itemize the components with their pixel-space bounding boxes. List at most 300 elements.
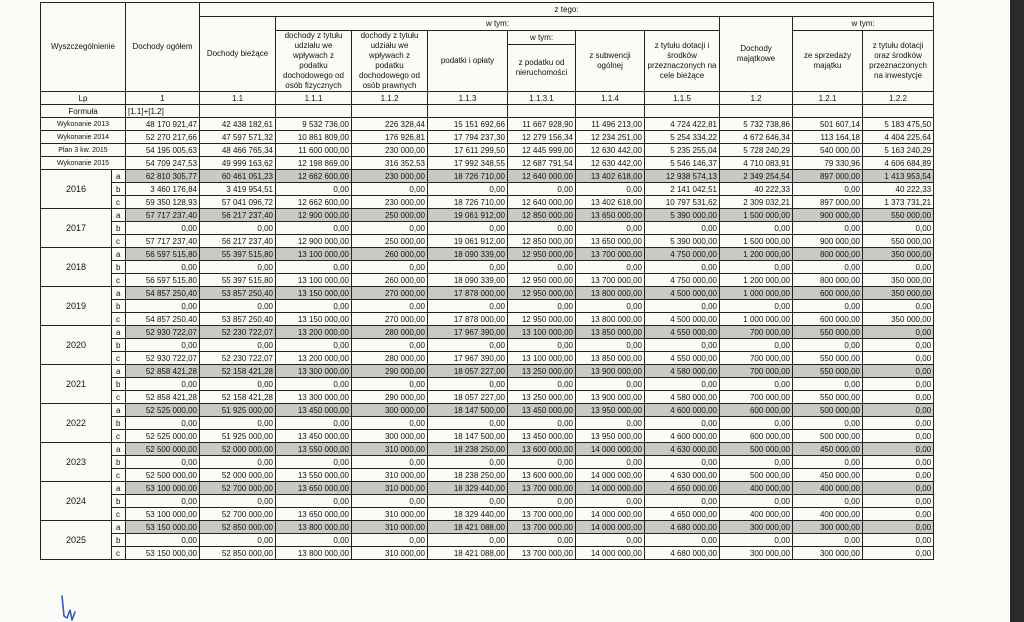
value-cell: 57 717 237,40 (126, 235, 200, 248)
value-cell: 13 450 000,00 (508, 404, 576, 417)
value-cell: 19 061 912,00 (428, 235, 508, 248)
value-cell: 0,00 (645, 339, 720, 352)
forecast-row (41, 456, 934, 469)
value-cell: 0,00 (720, 339, 793, 352)
value-cell: 12 850 000,00 (508, 209, 576, 222)
value-cell: 0,00 (276, 300, 352, 313)
value-cell: 13 650 000,00 (276, 508, 352, 521)
value-cell: 40 222,33 (720, 183, 793, 196)
value-cell: 17 967 390,00 (428, 352, 508, 365)
value-cell: 12 662 600,00 (276, 196, 352, 209)
value-cell: 0,00 (863, 352, 934, 365)
value-cell: 14 000 000,00 (576, 482, 645, 495)
value-cell: 18 090 339,00 (428, 248, 508, 261)
value-cell: 0,00 (276, 222, 352, 235)
value-cell: 13 250 000,00 (508, 365, 576, 378)
value-cell: 54 709 247,53 (126, 157, 200, 170)
value-cell: 13 600 000,00 (508, 469, 576, 482)
year-label: 2023 (41, 443, 112, 482)
value-cell: 0,00 (508, 183, 576, 196)
value-cell: 5 183 475,50 (863, 118, 934, 131)
value-cell: 0,00 (793, 222, 863, 235)
value-cell: 0,00 (863, 417, 934, 430)
value-cell: 0,00 (863, 391, 934, 404)
value-cell: 350 000,00 (863, 287, 934, 300)
value-cell: 400 000,00 (793, 482, 863, 495)
sub-label: c (112, 547, 126, 560)
sub-label: b (112, 378, 126, 391)
header-podatki: podatki i opłaty (428, 31, 508, 92)
value-cell: 2 141 042,51 (645, 183, 720, 196)
value-cell: 13 150 000,00 (276, 287, 352, 300)
value-cell: 0,00 (352, 456, 428, 469)
value-cell: 56 597 515,80 (126, 274, 200, 287)
history-row (41, 131, 934, 144)
value-cell: 18 329 440,00 (428, 482, 508, 495)
value-cell: 1 000 000,00 (720, 313, 793, 326)
forecast-row (41, 469, 934, 482)
value-cell: 14 000 000,00 (576, 508, 645, 521)
value-cell: 13 900 000,00 (576, 391, 645, 404)
value-cell: 62 810 305,77 (126, 170, 200, 183)
value-cell: 5 728 240,29 (720, 144, 793, 157)
value-cell: 550 000,00 (793, 352, 863, 365)
value-cell: 0,00 (200, 417, 276, 430)
value-cell: 1 000 000,00 (720, 287, 793, 300)
value-cell: 11 667 928,90 (508, 118, 576, 131)
value-cell: 13 402 618,00 (576, 196, 645, 209)
value-cell: 13 200 000,00 (276, 326, 352, 339)
value-cell: 4 750 000,00 (645, 248, 720, 261)
value-cell: 4 650 000,00 (645, 508, 720, 521)
value-cell: 0,00 (645, 378, 720, 391)
value-cell: 0,00 (793, 300, 863, 313)
header-dochody-biezace: Dochody bieżące (200, 17, 276, 92)
empty-cell (793, 105, 863, 118)
value-cell: 230 000,00 (352, 170, 428, 183)
value-cell: 13 850 000,00 (576, 326, 645, 339)
value-cell: 4 680 000,00 (645, 547, 720, 560)
value-cell: 800 000,00 (793, 248, 863, 261)
sub-label: a (112, 209, 126, 222)
lp-code: 1 (126, 92, 200, 105)
value-cell: 0,00 (276, 339, 352, 352)
value-cell: 52 850 000,00 (200, 547, 276, 560)
value-cell: 12 445 999,00 (508, 144, 576, 157)
value-cell: 12 900 000,00 (276, 209, 352, 222)
value-cell: 4 580 000,00 (645, 391, 720, 404)
value-cell: 14 000 000,00 (576, 521, 645, 534)
value-cell: 0,00 (645, 456, 720, 469)
empty-cell (508, 105, 576, 118)
value-cell: 12 630 442,00 (576, 157, 645, 170)
value-cell: 4 550 000,00 (645, 352, 720, 365)
value-cell: 4 672 646,34 (720, 131, 793, 144)
value-cell: 0,00 (863, 404, 934, 417)
value-cell: 13 100 000,00 (508, 352, 576, 365)
sub-label: c (112, 352, 126, 365)
value-cell: 0,00 (126, 378, 200, 391)
value-cell: 53 857 250,40 (200, 313, 276, 326)
value-cell: 0,00 (576, 222, 645, 235)
value-cell: 0,00 (508, 378, 576, 391)
year-label: 2022 (41, 404, 112, 443)
value-cell: 17 611 299,50 (428, 144, 508, 157)
value-cell: 59 350 128,93 (126, 196, 200, 209)
value-cell: 0,00 (863, 547, 934, 560)
value-cell: 4 500 000,00 (645, 313, 720, 326)
forecast-row (41, 391, 934, 404)
sub-label: a (112, 521, 126, 534)
sub-label: b (112, 300, 126, 313)
value-cell: 18 238 250,00 (428, 443, 508, 456)
forecast-row (41, 313, 934, 326)
forecast-row (41, 482, 934, 495)
value-cell: 5 163 240,29 (863, 144, 934, 157)
value-cell: 300 000,00 (352, 404, 428, 417)
value-cell: 0,00 (576, 417, 645, 430)
value-cell: 14 000 000,00 (576, 443, 645, 456)
forecast-row (41, 534, 934, 547)
forecast-row (41, 339, 934, 352)
value-cell: 0,00 (720, 456, 793, 469)
value-cell: 12 662 600,00 (276, 170, 352, 183)
value-cell: 0,00 (508, 495, 576, 508)
value-cell: 280 000,00 (352, 326, 428, 339)
value-cell: 4 630 000,00 (645, 469, 720, 482)
value-cell: 0,00 (863, 508, 934, 521)
value-cell: 53 100 000,00 (126, 508, 200, 521)
value-cell: 52 230 722,07 (200, 352, 276, 365)
value-cell: 1 200 000,00 (720, 248, 793, 261)
value-cell: 0,00 (428, 261, 508, 274)
value-cell: 12 950 000,00 (508, 274, 576, 287)
lp-code: 1.1.2 (352, 92, 428, 105)
value-cell: 12 640 000,00 (508, 170, 576, 183)
value-cell: 15 151 692,66 (428, 118, 508, 131)
value-cell: 17 878 000,00 (428, 313, 508, 326)
value-cell: 0,00 (352, 339, 428, 352)
value-cell: 0,00 (428, 339, 508, 352)
value-cell: 1 373 731,21 (863, 196, 934, 209)
value-cell: 0,00 (428, 378, 508, 391)
value-cell: 290 000,00 (352, 365, 428, 378)
lp-code: 1.1.5 (645, 92, 720, 105)
value-cell: 52 158 421,28 (200, 391, 276, 404)
value-cell: 250 000,00 (352, 209, 428, 222)
value-cell: 0,00 (863, 300, 934, 313)
sub-label: c (112, 196, 126, 209)
value-cell: 12 640 000,00 (508, 196, 576, 209)
value-cell: 12 950 000,00 (508, 248, 576, 261)
year-label: 2018 (41, 248, 112, 287)
header-nieruchomosci: z podatku od nieruchomości (508, 45, 576, 92)
value-cell: 0,00 (720, 417, 793, 430)
value-cell: 0,00 (126, 300, 200, 313)
header-w-tym-biezace: w tym: (276, 17, 720, 31)
value-cell: 42 438 182,61 (200, 118, 276, 131)
value-cell: 10 797 531,62 (645, 196, 720, 209)
value-cell: 0,00 (720, 534, 793, 547)
value-cell: 700 000,00 (720, 391, 793, 404)
forecast-row (41, 183, 934, 196)
value-cell: 0,00 (720, 378, 793, 391)
value-cell: 13 650 000,00 (576, 209, 645, 222)
lp-code: 1.1.1 (276, 92, 352, 105)
value-cell: 52 930 722,07 (126, 326, 200, 339)
sub-label: a (112, 365, 126, 378)
sub-label: c (112, 274, 126, 287)
value-cell: 310 000,00 (352, 469, 428, 482)
value-cell: 52 930 722,07 (126, 352, 200, 365)
value-cell: 540 000,00 (793, 144, 863, 157)
value-cell: 52 525 000,00 (126, 430, 200, 443)
row-label: Wykonanie 2013 (41, 118, 126, 131)
history-row (41, 118, 934, 131)
sub-label: a (112, 404, 126, 417)
value-cell: 0,00 (576, 261, 645, 274)
value-cell: 0,00 (352, 417, 428, 430)
value-cell: 4 680 000,00 (645, 521, 720, 534)
value-cell: 57 717 237,40 (126, 209, 200, 222)
value-cell: 600 000,00 (720, 430, 793, 443)
value-cell: 79 330,96 (793, 157, 863, 170)
value-cell: 0,00 (200, 339, 276, 352)
value-cell: 0,00 (793, 261, 863, 274)
formula-value: [1.1]+[1.2] (126, 105, 200, 118)
row-label: Plan 3 kw. 2015 (41, 144, 126, 157)
value-cell: 0,00 (863, 261, 934, 274)
value-cell: 11 600 000,00 (276, 144, 352, 157)
empty-cell (863, 105, 934, 118)
value-cell: 176 926,81 (352, 131, 428, 144)
value-cell: 56 597 515,80 (126, 248, 200, 261)
value-cell: 0,00 (645, 261, 720, 274)
sub-label: b (112, 495, 126, 508)
value-cell: 0,00 (352, 378, 428, 391)
value-cell: 12 687 791,54 (508, 157, 576, 170)
value-cell: 0,00 (200, 534, 276, 547)
value-cell: 18 147 500,00 (428, 404, 508, 417)
value-cell: 0,00 (863, 430, 934, 443)
value-cell: 0,00 (428, 222, 508, 235)
value-cell: 18 238 250,00 (428, 469, 508, 482)
value-cell: 49 999 163,62 (200, 157, 276, 170)
value-cell: 0,00 (200, 495, 276, 508)
value-cell: 18 147 500,00 (428, 430, 508, 443)
sub-label: c (112, 430, 126, 443)
value-cell: 52 230 722,07 (200, 326, 276, 339)
value-cell: 2 349 254,54 (720, 170, 793, 183)
value-cell: 17 967 390,00 (428, 326, 508, 339)
value-cell: 0,00 (126, 339, 200, 352)
empty-cell (200, 105, 276, 118)
budget-table (40, 2, 934, 560)
empty-cell (645, 105, 720, 118)
value-cell: 300 000,00 (720, 547, 793, 560)
value-cell: 600 000,00 (793, 313, 863, 326)
value-cell: 51 925 000,00 (200, 430, 276, 443)
value-cell: 0,00 (352, 222, 428, 235)
value-cell: 700 000,00 (720, 352, 793, 365)
forecast-row (41, 300, 934, 313)
value-cell: 0,00 (352, 261, 428, 274)
scan-edge (1010, 0, 1024, 622)
history-row (41, 157, 934, 170)
header-w-tym-majatkowe: w tym: (793, 17, 934, 31)
value-cell: 13 800 000,00 (276, 547, 352, 560)
value-cell: 800 000,00 (793, 274, 863, 287)
value-cell: 18 057 227,00 (428, 365, 508, 378)
value-cell: 14 000 000,00 (576, 547, 645, 560)
value-cell: 52 500 000,00 (126, 469, 200, 482)
value-cell: 0,00 (645, 495, 720, 508)
value-cell: 5 390 000,00 (645, 209, 720, 222)
value-cell: 5 254 334,22 (645, 131, 720, 144)
value-cell: 0,00 (863, 495, 934, 508)
lp-code: 1.2 (720, 92, 793, 105)
value-cell: 0,00 (863, 443, 934, 456)
row-label: Wykonanie 2014 (41, 131, 126, 144)
value-cell: 310 000,00 (352, 521, 428, 534)
forecast-row (41, 495, 934, 508)
value-cell: 300 000,00 (352, 430, 428, 443)
value-cell: 0,00 (863, 326, 934, 339)
forecast-row (41, 261, 934, 274)
value-cell: 0,00 (863, 339, 934, 352)
value-cell: 0,00 (720, 300, 793, 313)
value-cell: 500 000,00 (793, 404, 863, 417)
value-cell: 0,00 (576, 183, 645, 196)
forecast-row (41, 209, 934, 222)
value-cell: 4 500 000,00 (645, 287, 720, 300)
value-cell: 52 270 217,66 (126, 131, 200, 144)
header-w-tym-podatki: w tym: (508, 31, 576, 45)
value-cell: 500 000,00 (720, 443, 793, 456)
value-cell: 550 000,00 (863, 235, 934, 248)
sub-label: b (112, 183, 126, 196)
value-cell: 5 732 738,86 (720, 118, 793, 131)
value-cell: 13 550 000,00 (276, 469, 352, 482)
header-dochody-ogolem: Dochody ogółem (126, 3, 200, 92)
value-cell: 12 950 000,00 (508, 287, 576, 300)
value-cell: 0,00 (720, 261, 793, 274)
sub-label: a (112, 170, 126, 183)
forecast-row (41, 326, 934, 339)
value-cell: 310 000,00 (352, 508, 428, 521)
value-cell: 13 800 000,00 (276, 521, 352, 534)
value-cell: 4 750 000,00 (645, 274, 720, 287)
formula-label: Formuła (41, 105, 126, 118)
header-dotacji-biezace: z tytułu dotacji i środków przeznaczonych na cele bieżące (645, 31, 720, 92)
value-cell: 0,00 (645, 417, 720, 430)
value-cell: 18 421 088,00 (428, 521, 508, 534)
value-cell: 52 500 000,00 (126, 443, 200, 456)
value-cell: 13 700 000,00 (508, 508, 576, 521)
forecast-row (41, 508, 934, 521)
value-cell: 56 217 237,40 (200, 235, 276, 248)
value-cell: 0,00 (793, 456, 863, 469)
lp-code: 1.1 (200, 92, 276, 105)
value-cell: 52 525 000,00 (126, 404, 200, 417)
forecast-row (41, 378, 934, 391)
value-cell: 5 390 000,00 (645, 235, 720, 248)
value-cell: 0,00 (863, 521, 934, 534)
forecast-row (41, 274, 934, 287)
value-cell: 4 580 000,00 (645, 365, 720, 378)
value-cell: 0,00 (645, 534, 720, 547)
value-cell: 0,00 (352, 300, 428, 313)
sub-label: b (112, 417, 126, 430)
value-cell: 0,00 (352, 534, 428, 547)
forecast-row (41, 170, 934, 183)
value-cell: 0,00 (276, 417, 352, 430)
value-cell: 12 900 000,00 (276, 235, 352, 248)
value-cell: 0,00 (576, 456, 645, 469)
value-cell: 310 000,00 (352, 547, 428, 560)
value-cell: 4 710 083,91 (720, 157, 793, 170)
year-label: 2017 (41, 209, 112, 248)
value-cell: 310 000,00 (352, 443, 428, 456)
value-cell: 0,00 (276, 456, 352, 469)
value-cell: 12 198 869,00 (276, 157, 352, 170)
value-cell: 0,00 (200, 300, 276, 313)
value-cell: 52 000 000,00 (200, 469, 276, 482)
value-cell: 260 000,00 (352, 248, 428, 261)
value-cell: 0,00 (863, 456, 934, 469)
value-cell: 13 100 000,00 (276, 274, 352, 287)
value-cell: 18 057 227,00 (428, 391, 508, 404)
value-cell: 316 352,53 (352, 157, 428, 170)
value-cell: 13 950 000,00 (576, 430, 645, 443)
value-cell: 3 419 954,51 (200, 183, 276, 196)
header-z-tego: z tego: (200, 3, 934, 17)
sub-label: c (112, 469, 126, 482)
value-cell: 4 650 000,00 (645, 482, 720, 495)
value-cell: 0,00 (793, 339, 863, 352)
value-cell: 54 857 250,40 (126, 313, 200, 326)
value-cell: 13 600 000,00 (508, 443, 576, 456)
value-cell: 13 700 000,00 (576, 248, 645, 261)
forecast-row (41, 443, 934, 456)
value-cell: 0,00 (276, 261, 352, 274)
value-cell: 17 992 348,55 (428, 157, 508, 170)
value-cell: 0,00 (126, 417, 200, 430)
value-cell: 0,00 (576, 300, 645, 313)
value-cell: 13 300 000,00 (276, 365, 352, 378)
value-cell: 47 597 571,32 (200, 131, 276, 144)
value-cell: 12 850 000,00 (508, 235, 576, 248)
value-cell: 0,00 (508, 300, 576, 313)
value-cell: 0,00 (200, 378, 276, 391)
value-cell: 0,00 (576, 339, 645, 352)
value-cell: 0,00 (863, 534, 934, 547)
lp-code: 1.1.4 (576, 92, 645, 105)
value-cell: 300 000,00 (720, 521, 793, 534)
value-cell: 500 000,00 (793, 430, 863, 443)
year-label: 2021 (41, 365, 112, 404)
value-cell: 0,00 (200, 456, 276, 469)
value-cell: 0,00 (276, 534, 352, 547)
value-cell: 0,00 (428, 495, 508, 508)
value-cell: 13 550 000,00 (276, 443, 352, 456)
value-cell: 0,00 (126, 534, 200, 547)
value-cell: 52 700 000,00 (200, 508, 276, 521)
value-cell: 350 000,00 (863, 248, 934, 261)
sub-label: b (112, 456, 126, 469)
lp-code: 1.2.2 (863, 92, 934, 105)
value-cell: 0,00 (126, 495, 200, 508)
